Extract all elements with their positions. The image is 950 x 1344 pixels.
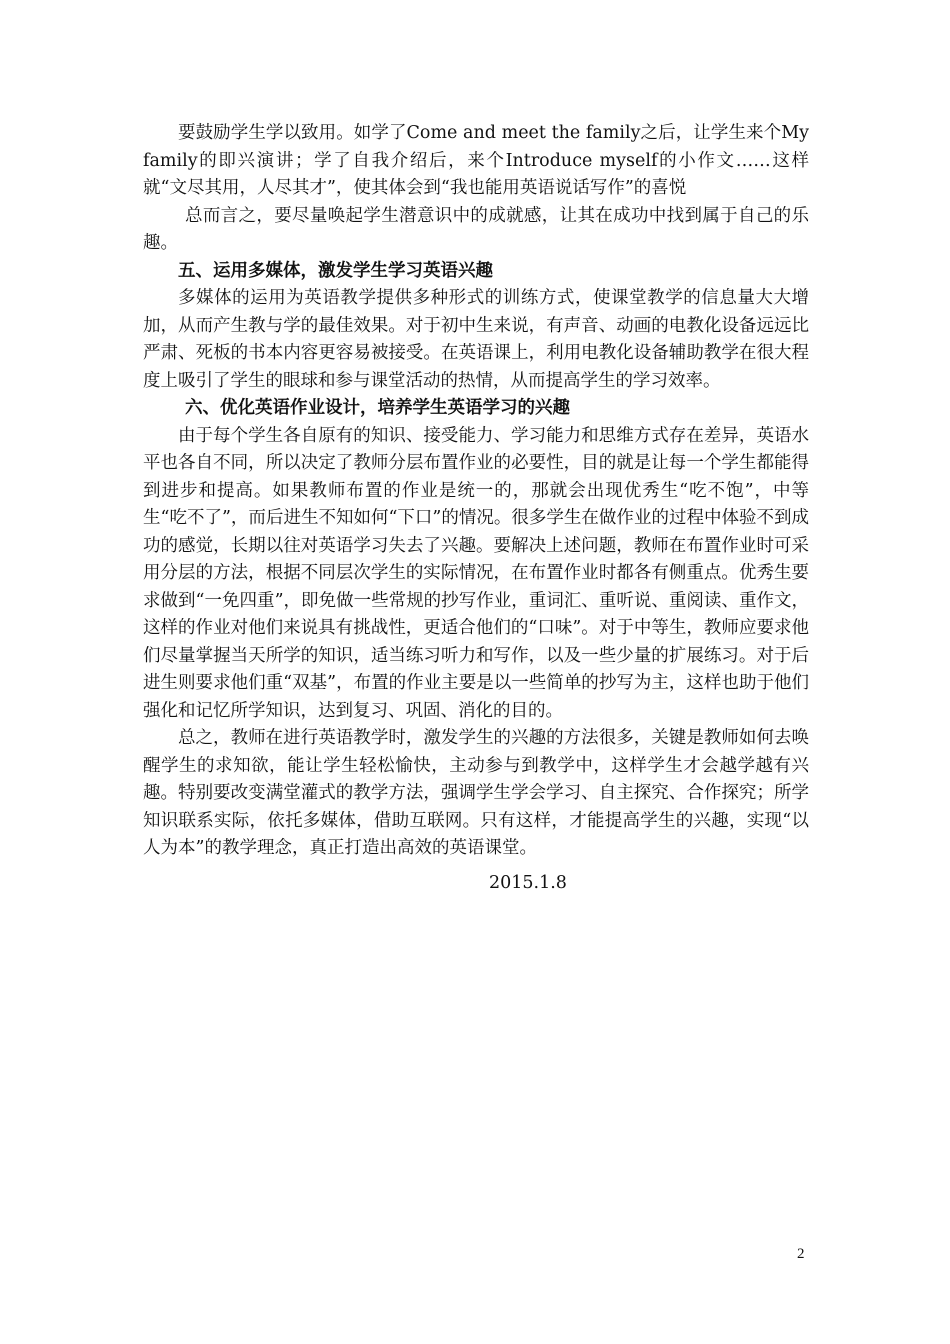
document-date: 2015.1.8	[489, 873, 567, 893]
section-heading-6: 六、优化英语作业设计，培养学生英语学习的兴趣	[185, 398, 570, 418]
paragraph: 多媒体的运用为英语教学提供多种形式的训练方式，使课堂教学的信息量大大增加，从而产生教与学的最佳效果。对于初中生来说，有声音、动画的电教化设备远远比严肃、死板的书本内容更容易被接受。在英语课上，利用电教化设备辅助教学在很大程度上吸引了学生的眼球和参与课堂活动的热情，从而提高学生的学习效率。	[143, 288, 809, 391]
paragraph: 总而言之，要尽量唤起学生潜意识中的成就感，让其在成功中找到属于自己的乐趣。	[143, 205, 809, 253]
paragraph: 总之，教师在进行英语教学时，激发学生的兴趣的方法很多，关键是教师如何去唤醒学生的求知欲，能让学生轻松愉快，主动参与到教学中，这样学生才会越学越有兴趣。特别要改变满堂灌式的教学方法，强调学生学会学习、自主探究、合作探究；所学知识联系实际，依托多媒体，借助互联网。只有这样，才能提高学生的兴趣，实现“以人为本”的教学理念，真正打造出高效的英语课堂。	[143, 728, 809, 858]
section-heading-5: 五、运用多媒体，激发学生学习英语兴趣	[178, 260, 493, 281]
page-number: 2	[797, 1246, 805, 1262]
document-body	[143, 120, 809, 863]
paragraph: 要鼓励学生学以致用。如学了Come and meet the family之后，让学生来个My family的即兴演讲；学了自我介绍后，来个Introduce myself的小作文……这样就“文尽其用，人尽其才”，使其体会到“我也能用英语说话写作”的喜悦	[143, 123, 809, 198]
paragraph: 由于每个学生各自原有的知识、接受能力、学习能力和思维方式存在差异，英语水平也各自不同，所以决定了教师分层布置作业的必要性，目的就是让每一个学生都能得到进步和提高。如果教师布置的作业是统一的，那就会出现优秀生“吃不饱”，中等生“吃不了”，而后进生不知如何“下口”的情况。很多学生在做作业的过程中体验不到成功的感觉，长期以往对英语学习失去了兴趣。要解决上述问题，教师在布置作业时可采用分层的方法，根据不同层次学生的实际情况，在布置作业时都各有侧重点。优秀生要求做到“一免四重”，即免做一些常规的抄写作业，重词汇、重听说、重阅读、重作文，这样的作业对他们来说具有挑战性，更适合他们的“口味”。对于中等生，教师应要求他们尽量掌握当天所学的知识，适当练习听力和写作，以及一些少量的扩展练习。对于后进生则要求他们重“双基”，布置的作业主要是以一些简单的抄写为主，这样也助于他们强化和记忆所学知识，达到复习、巩固、消化的目的。	[143, 425, 809, 721]
